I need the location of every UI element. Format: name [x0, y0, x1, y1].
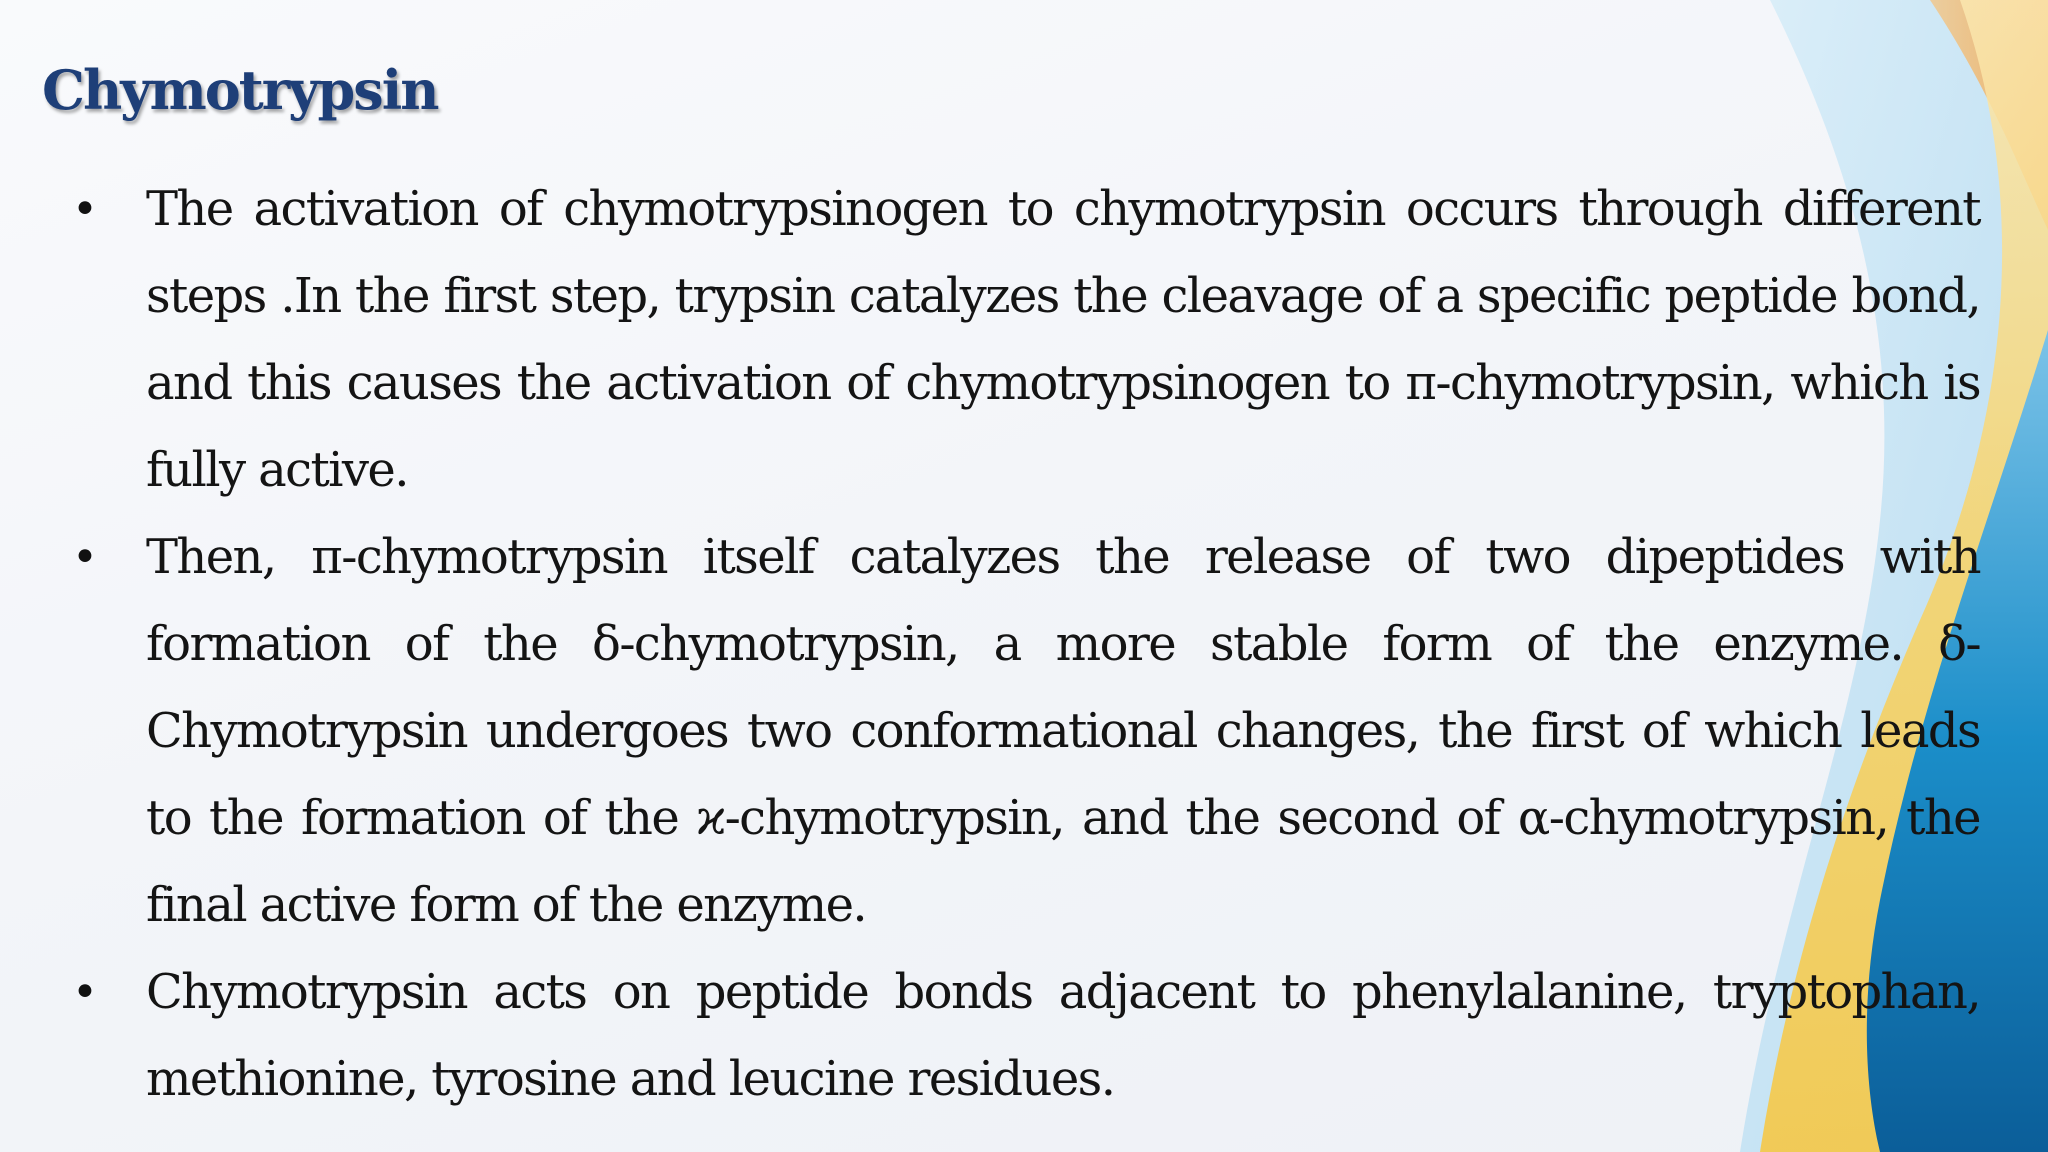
bullet-list: [66, 166, 1980, 1123]
bullet-item: [66, 514, 1980, 949]
bullet-item: [66, 166, 1980, 514]
bullet-text: The activation of chymotrypsinogen to chymotrypsin occurs through different steps .In the first step, trypsin catalyzes the cleavage of a specific peptide bond, and this causes the activation of chymotrypsinogen to π-chymotrypsin, which is fully active.: [146, 181, 1980, 498]
bullet-marker: •: [72, 967, 97, 1018]
bullet-text: Chymotrypsin acts on peptide bonds adjacent to phenylalanine, tryptophan, methionine, tyrosine and leucine residues.: [146, 964, 1980, 1107]
bullet-text: Then, π-chymotrypsin itself catalyzes the release of two dipeptides with formation of the δ-chymotrypsin, a more stable form of the enzyme. δ-Chymotrypsin undergoes two conformational changes, the first of which leads to the formation of the ϰ-chymotrypsin, and the second of α-chymotrypsin, the final active form of the enzyme.: [146, 529, 1980, 933]
bullet-marker: •: [72, 184, 97, 235]
slide-title: Chymotrypsin: [42, 58, 438, 122]
bullet-item: [66, 949, 1980, 1123]
bullet-marker: •: [72, 532, 97, 583]
